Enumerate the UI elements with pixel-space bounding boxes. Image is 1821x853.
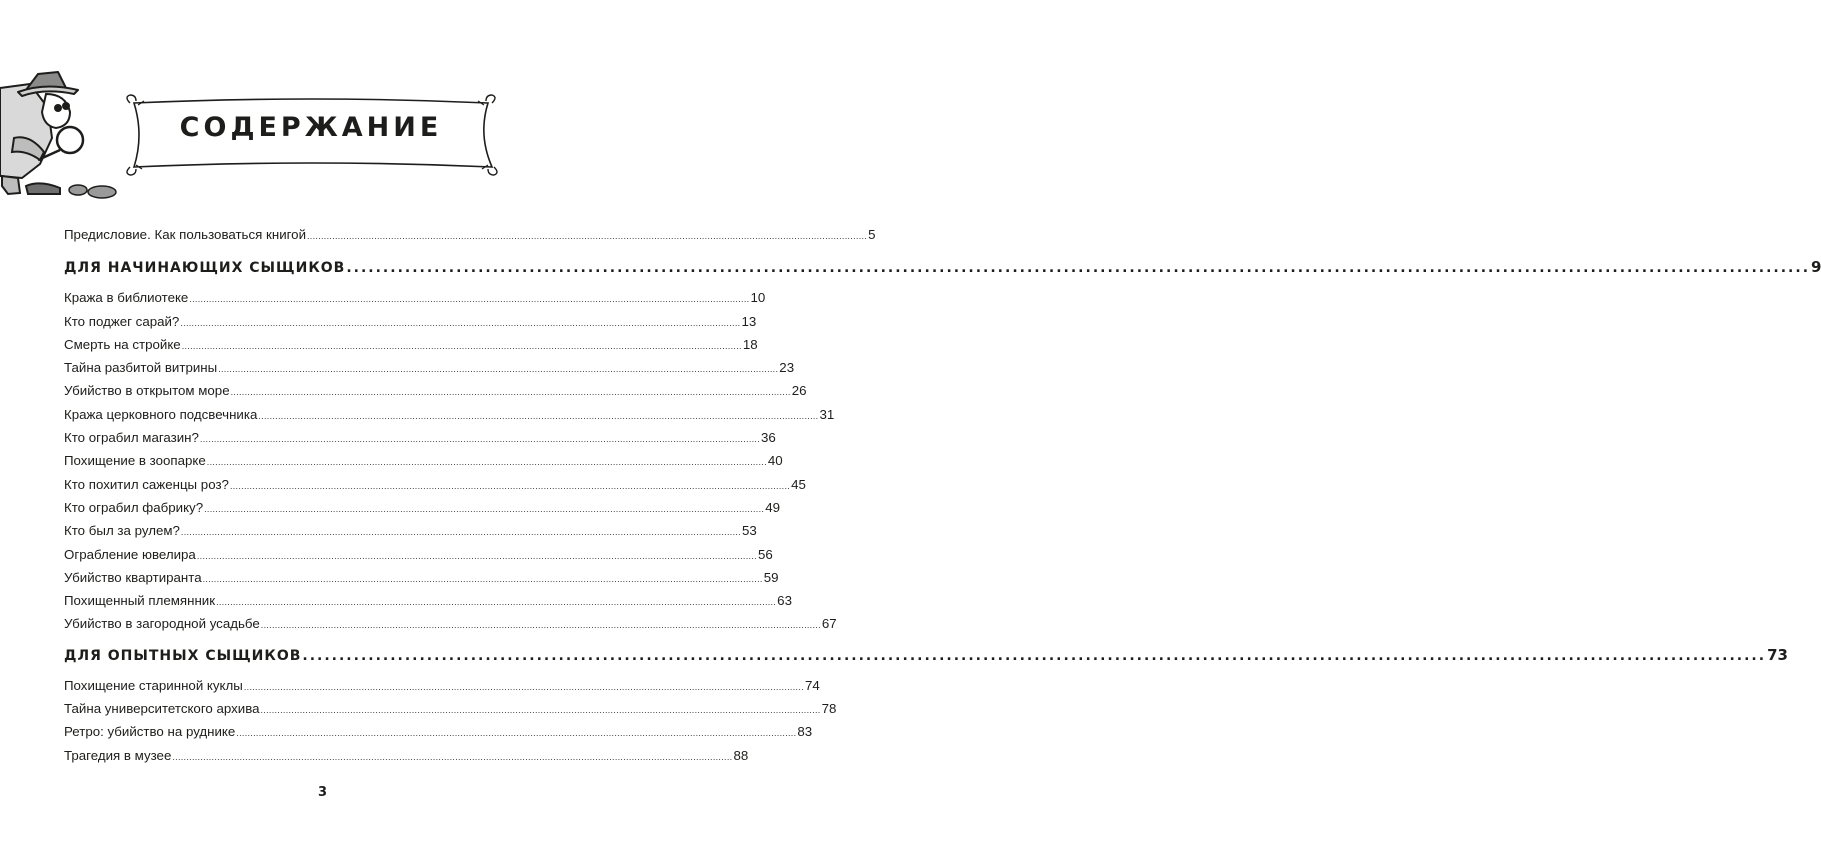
toc-entry-title: Кто ограбил фабрику?: [64, 499, 204, 515]
toc-entry-title: Трагедия в музее: [64, 747, 172, 763]
toc-item-row[interactable]: [64, 612, 837, 635]
toc-entry-title: Предисловие. Как пользоваться книгой: [64, 227, 306, 242]
toc-item-row[interactable]: [64, 473, 806, 496]
toc-section-heading[interactable]: [64, 252, 1821, 282]
toc-entry-page: 36: [761, 430, 776, 446]
leader-dots: ........................................................................................................................................................................................................: [218, 364, 779, 375]
toc-intro-row[interactable]: [64, 223, 876, 246]
leader-dots: ........................................................................................................................................................................................................: [216, 597, 777, 608]
toc-entry-title: Ограбление ювелира: [64, 546, 196, 562]
leader-dots: ........................................................................................................................................................................................................: [181, 340, 742, 351]
leader-dots: ........................................................................................................................................................................................................: [302, 647, 1767, 664]
toc-entry-page: 5: [868, 227, 876, 242]
toc-entry-page: 63: [777, 593, 792, 609]
toc-item-row[interactable]: [64, 310, 757, 333]
toc-item-row[interactable]: [64, 426, 776, 449]
shoe-icon: [26, 183, 60, 194]
toc-item-row[interactable]: [64, 697, 837, 720]
toc-entry-title: Ретро: убийство на руднике: [64, 724, 236, 740]
toc-entry-title: Похищение старинной куклы: [64, 677, 243, 693]
toc-item-row[interactable]: [64, 589, 792, 612]
leader-dots: ........................................................................................................................................................................................................: [199, 434, 761, 445]
leader-dots: ........................................................................................................................................................................................................: [236, 728, 797, 739]
toc-item-row[interactable]: [64, 333, 758, 356]
toc-entry-page: 26: [791, 383, 807, 399]
leader-dots: ........................................................................................................................................................................................................: [180, 527, 741, 538]
page-title: СОДЕРЖАНИЕ: [179, 112, 443, 143]
toc-entry-title: Кража в библиотеке: [64, 290, 189, 306]
toc-entry-title: ДЛЯ ОПЫТНЫХ СЫЩИКОВ: [64, 647, 302, 664]
toc-entry-page: 59: [763, 569, 779, 585]
toc-entry-page: 18: [742, 336, 758, 352]
toc-entry-page: 83: [797, 724, 813, 740]
toc-item-row[interactable]: [64, 403, 835, 426]
toc-entry-title: Тайна университетского архива: [64, 701, 260, 717]
table-of-contents: [64, 223, 1821, 767]
toc-entry-page: 31: [819, 406, 835, 422]
toc-entry-title: Убийство в открытом море: [64, 383, 230, 399]
toc-entry-title: Кто был за рулем?: [64, 523, 180, 539]
toc-item-row[interactable]: [64, 286, 766, 309]
leader-dots: ........................................................................................................................................................................................................: [230, 387, 791, 398]
toc-section-heading[interactable]: [64, 640, 1788, 670]
leader-dots: ........................................................................................................................................................................................................: [346, 260, 1811, 277]
toc-entry-title: Кто поджег сарай?: [64, 313, 180, 329]
toc-entry-title: Убийство в загородной усадьбе: [64, 616, 260, 632]
toc-entry-page: 40: [767, 453, 783, 469]
toc-entry-page: 23: [779, 360, 795, 376]
toc-entry-page: 67: [821, 616, 837, 632]
toc-entry-page: 74: [804, 677, 820, 693]
toc-entry-title: Кто похитил саженцы роз?: [64, 476, 229, 492]
toc-entry-page: 49: [765, 499, 780, 515]
toc-entry-title: Кто ограбил магазин?: [64, 430, 199, 446]
leader-dots: ........................................................................................................................................................................................................: [307, 231, 868, 241]
toc-entry-page: 13: [741, 313, 757, 329]
toc-entry-page: 56: [757, 546, 773, 562]
toc-entry-page: 78: [821, 701, 837, 717]
toc-entry-title: ДЛЯ НАЧИНАЮЩИХ СЫЩИКОВ: [64, 260, 346, 277]
face: [42, 94, 70, 128]
toc-item-row[interactable]: [64, 379, 807, 402]
leader-dots: ........................................................................................................................................................................................................: [260, 620, 821, 631]
toc-entry-title: Убийство квартиранта: [64, 569, 202, 585]
toc-item-row[interactable]: [64, 674, 820, 697]
toc-item-row[interactable]: [64, 449, 783, 472]
leader-dots: ........................................................................................................................................................................................................: [243, 681, 804, 692]
toc-item-row[interactable]: [64, 543, 773, 566]
toc-entry-page: 45: [791, 476, 806, 492]
toc-item-row[interactable]: [64, 566, 779, 589]
toc-item-row[interactable]: [64, 720, 813, 743]
toc-entry-title: Похищенный племянник: [64, 593, 216, 609]
leader-dots: ........................................................................................................................................................................................................: [258, 410, 819, 421]
toc-entry-page: 10: [750, 290, 766, 306]
leader-dots: ........................................................................................................................................................................................................: [260, 705, 821, 716]
legs: [2, 176, 20, 194]
leader-dots: ........................................................................................................................................................................................................: [229, 480, 791, 491]
leader-dots: ........................................................................................................................................................................................................: [189, 294, 750, 305]
footprints-icon: [69, 185, 116, 198]
detective-illustration: [0, 68, 122, 203]
leader-dots: ........................................................................................................................................................................................................: [202, 573, 763, 584]
toc-entry-page: 88: [733, 747, 749, 763]
toc-item-row[interactable]: [64, 744, 749, 767]
toc-item-row[interactable]: [64, 356, 795, 379]
page-number: 3: [317, 785, 328, 800]
toc-entry-title: Похищение в зоопарке: [64, 453, 206, 469]
toc-item-row[interactable]: [64, 496, 780, 519]
toc-entry-title: Кража церковного подсвечника: [64, 406, 258, 422]
toc-entry-title: Смерть на стройке: [64, 336, 181, 352]
leader-dots: ........................................................................................................................................................................................................: [172, 751, 733, 762]
toc-entry-title: Тайна разбитой витрины: [64, 360, 218, 376]
toc-entry-page: 73: [1767, 645, 1788, 664]
leader-dots: ........................................................................................................................................................................................................: [180, 317, 741, 328]
toc-entry-page: 53: [742, 523, 757, 539]
leader-dots: ........................................................................................................................................................................................................: [204, 503, 765, 514]
leader-dots: ........................................................................................................................................................................................................: [196, 550, 757, 561]
toc-entry-page: 9: [1811, 258, 1821, 277]
toc-item-row[interactable]: [64, 519, 757, 542]
leader-dots: ........................................................................................................................................................................................................: [206, 457, 767, 468]
